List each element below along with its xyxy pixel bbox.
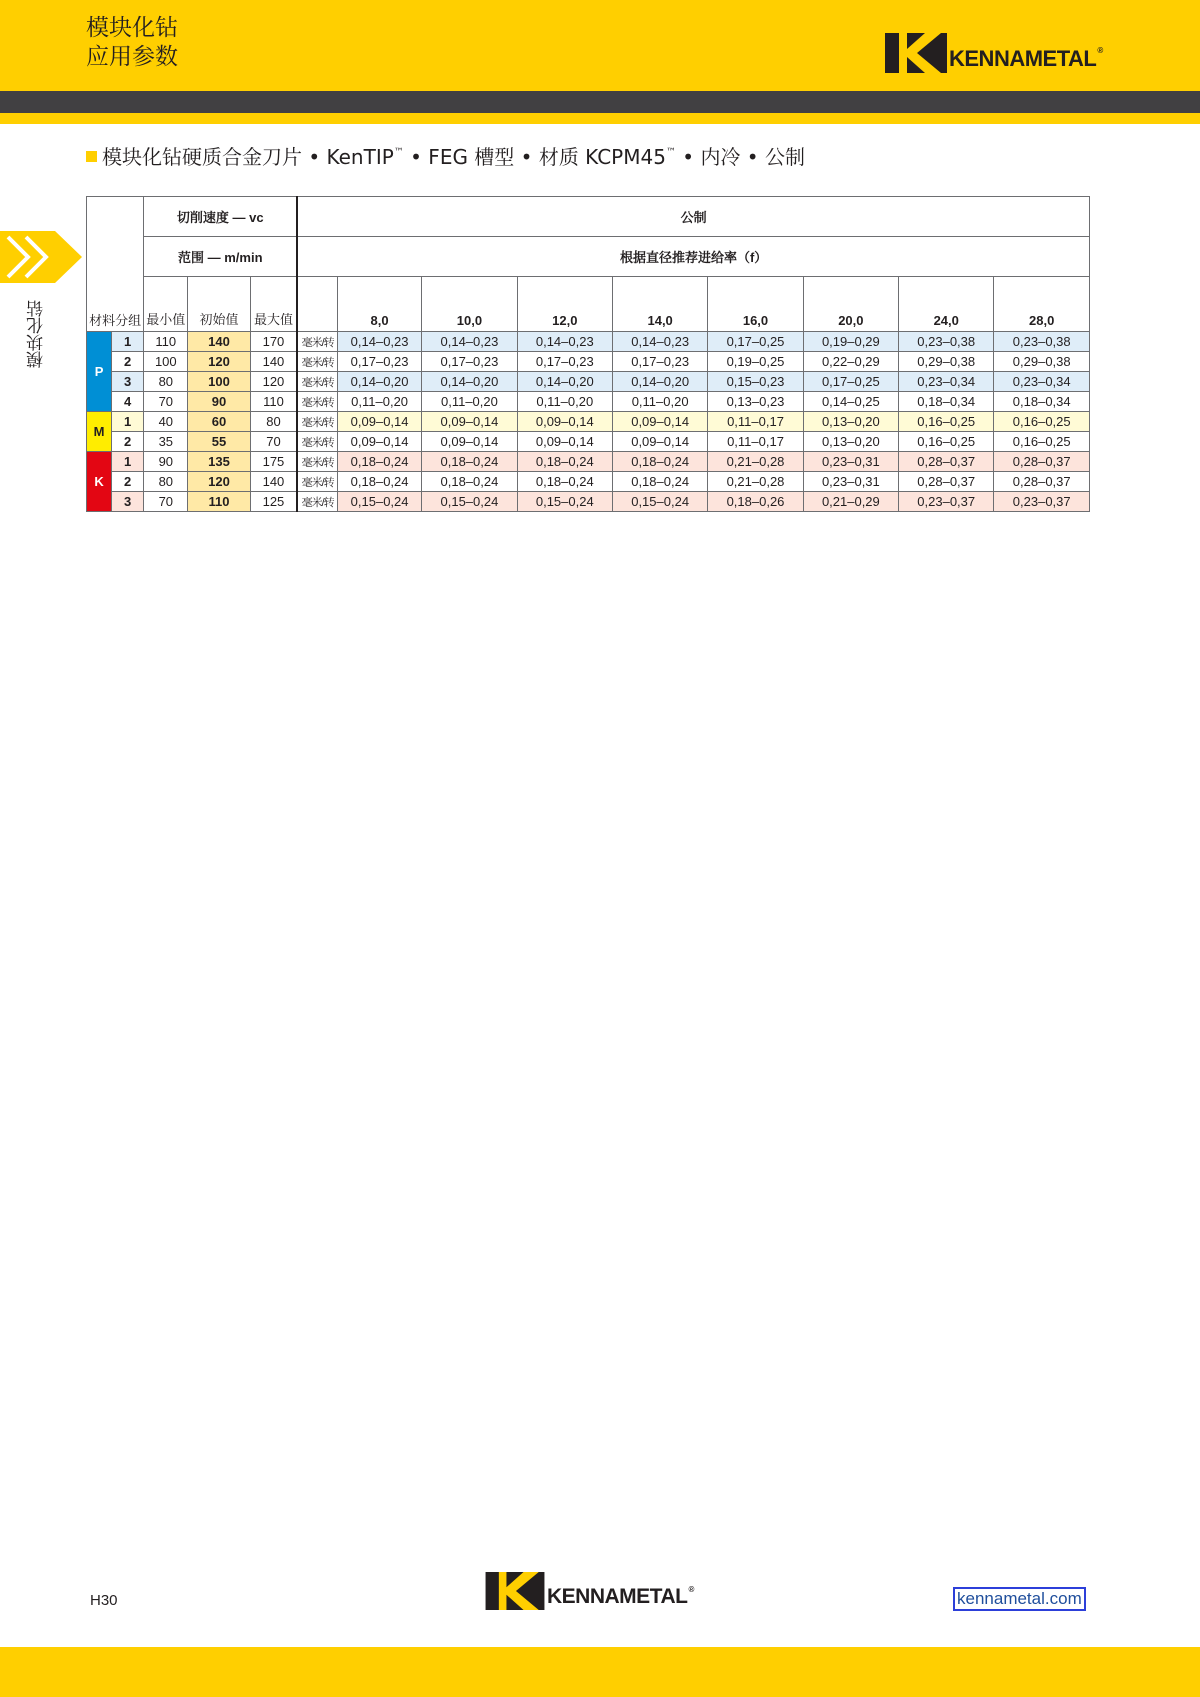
feed-rate-cell: 0,09–0,14 xyxy=(422,412,517,432)
subgroup-number: 2 xyxy=(112,472,144,492)
speed-start-cell: 55 xyxy=(188,432,250,452)
footer-band xyxy=(0,1647,1200,1697)
feed-rate-cell: 0,23–0,34 xyxy=(994,372,1090,392)
unit-header xyxy=(297,277,337,332)
feed-rate-cell: 0,17–0,23 xyxy=(337,352,421,372)
feed-rate-cell: 0,18–0,24 xyxy=(422,452,517,472)
speed-max-cell: 70 xyxy=(250,432,297,452)
feed-rate-cell: 0,13–0,20 xyxy=(803,412,898,432)
footer-page-number: H30 xyxy=(90,1592,118,1609)
speed-min-cell: 70 xyxy=(144,492,188,512)
feed-rate-cell: 0,11–0,20 xyxy=(422,392,517,412)
feed-rate-cell: 0,19–0,29 xyxy=(803,332,898,352)
feed-rate-cell: 0,13–0,23 xyxy=(708,392,803,412)
feed-rate-cell: 0,21–0,29 xyxy=(803,492,898,512)
footer-kennametal-logo xyxy=(485,1572,694,1610)
feed-rate-cell: 0,17–0,23 xyxy=(422,352,517,372)
feed-rate-cell: 0,28–0,37 xyxy=(994,472,1090,492)
feed-rate-cell: 0,23–0,31 xyxy=(803,452,898,472)
feed-rate-cell: 0,16–0,25 xyxy=(994,432,1090,452)
feed-rate-cell: 0,11–0,20 xyxy=(517,392,612,412)
feed-rate-cell: 0,19–0,25 xyxy=(708,352,803,372)
table-row xyxy=(87,372,1090,392)
feed-rate-cell: 0,15–0,24 xyxy=(422,492,517,512)
feed-rate-cell: 0,11–0,17 xyxy=(708,432,803,452)
feed-rate-cell: 0,23–0,37 xyxy=(899,492,994,512)
header-yellow-strip xyxy=(0,113,1200,124)
header-title xyxy=(86,14,178,72)
subgroup-number: 1 xyxy=(112,332,144,352)
feed-rate-cell: 0,16–0,25 xyxy=(994,412,1090,432)
feed-rate-cell: 0,21–0,28 xyxy=(708,452,803,472)
kennametal-k-mark-icon xyxy=(885,33,947,73)
unit-cell: 毫米/转 xyxy=(297,352,337,372)
feed-rate-cell: 0,17–0,25 xyxy=(803,372,898,392)
feed-rate-cell: 0,16–0,25 xyxy=(899,432,994,452)
speed-min-cell: 90 xyxy=(144,452,188,472)
feed-rate-cell: 0,09–0,14 xyxy=(612,432,707,452)
diameter-header: 8,0 xyxy=(337,277,421,332)
footer-brand-wordmark: KENNAMETAL® xyxy=(547,1585,694,1608)
feed-rate-cell: 0,28–0,37 xyxy=(899,452,994,472)
feed-rate-cell: 0,11–0,17 xyxy=(708,412,803,432)
feed-rate-cell: 0,14–0,23 xyxy=(422,332,517,352)
unit-cell: 毫米/转 xyxy=(297,372,337,392)
header-dark-bar xyxy=(0,91,1200,113)
speed-start-cell: 135 xyxy=(188,452,250,472)
unit-cell: 毫米/转 xyxy=(297,492,337,512)
range-header: 范围 — m/min xyxy=(144,237,298,277)
header-title-line1: 模块化钻 xyxy=(86,15,178,41)
header-kennametal-logo xyxy=(885,33,1103,73)
diameter-header: 10,0 xyxy=(422,277,517,332)
max-header: 最大值 xyxy=(250,277,297,332)
speed-max-cell: 110 xyxy=(250,392,297,412)
speed-min-cell: 80 xyxy=(144,372,188,392)
subgroup-number: 4 xyxy=(112,392,144,412)
feed-rate-cell: 0,18–0,34 xyxy=(899,392,994,412)
footer-website-link[interactable]: kennametal.com xyxy=(953,1587,1086,1611)
feed-rate-cell: 0,13–0,20 xyxy=(803,432,898,452)
feed-rate-cell: 0,09–0,14 xyxy=(612,412,707,432)
speed-start-cell: 110 xyxy=(188,492,250,512)
subgroup-number: 1 xyxy=(112,412,144,432)
speed-max-cell: 125 xyxy=(250,492,297,512)
subgroup-number: 3 xyxy=(112,372,144,392)
feed-rate-cell: 0,09–0,14 xyxy=(517,432,612,452)
header-title-line2: 应用参数 xyxy=(86,44,178,70)
table-row xyxy=(87,432,1090,452)
speed-start-cell: 120 xyxy=(188,352,250,372)
speed-start-cell: 100 xyxy=(188,372,250,392)
speed-start-cell: 140 xyxy=(188,332,250,352)
table-row xyxy=(87,472,1090,492)
application-params-table xyxy=(86,196,1090,512)
feed-rate-cell: 0,18–0,24 xyxy=(422,472,517,492)
speed-start-cell: 90 xyxy=(188,392,250,412)
subgroup-number: 2 xyxy=(112,432,144,452)
metric-header: 公制 xyxy=(297,197,1089,237)
start-header: 初始值 xyxy=(188,277,250,332)
feed-rate-cell: 0,23–0,31 xyxy=(803,472,898,492)
speed-max-cell: 175 xyxy=(250,452,297,472)
feed-rate-cell: 0,22–0,29 xyxy=(803,352,898,372)
speed-start-cell: 60 xyxy=(188,412,250,432)
section-bullet-icon xyxy=(86,151,97,162)
table-body xyxy=(87,332,1090,512)
unit-cell: 毫米/转 xyxy=(297,332,337,352)
speed-start-cell: 120 xyxy=(188,472,250,492)
diameter-header: 28,0 xyxy=(994,277,1090,332)
feed-rate-cell: 0,29–0,38 xyxy=(994,352,1090,372)
material-group-badge: M xyxy=(87,412,112,452)
feed-rate-cell: 0,11–0,20 xyxy=(612,392,707,412)
feed-rate-cell: 0,18–0,26 xyxy=(708,492,803,512)
feed-rate-cell: 0,17–0,23 xyxy=(612,352,707,372)
side-tab-text: 模块化钻 xyxy=(26,300,47,368)
material-group-header: 材料分组 xyxy=(87,197,144,332)
speed-min-cell: 80 xyxy=(144,472,188,492)
side-tab-label xyxy=(22,300,52,374)
speed-max-cell: 80 xyxy=(250,412,297,432)
feed-rate-cell: 0,09–0,14 xyxy=(337,412,421,432)
speed-min-cell: 70 xyxy=(144,392,188,412)
subgroup-number: 2 xyxy=(112,352,144,372)
table-row xyxy=(87,352,1090,372)
speed-min-cell: 35 xyxy=(144,432,188,452)
feed-rate-cell: 0,23–0,37 xyxy=(994,492,1090,512)
feed-rate-cell: 0,18–0,24 xyxy=(517,452,612,472)
diameter-header: 24,0 xyxy=(899,277,994,332)
feed-rate-cell: 0,18–0,24 xyxy=(517,472,612,492)
speed-max-cell: 170 xyxy=(250,332,297,352)
feed-rate-cell: 0,09–0,14 xyxy=(337,432,421,452)
material-group-badge: P xyxy=(87,332,112,412)
feed-rate-cell: 0,14–0,25 xyxy=(803,392,898,412)
feed-rate-cell: 0,29–0,38 xyxy=(899,352,994,372)
feed-rate-cell: 0,14–0,23 xyxy=(337,332,421,352)
side-chevron-icon xyxy=(0,231,82,283)
feed-rate-cell: 0,18–0,24 xyxy=(612,452,707,472)
feed-rate-header: 根据直径推荐进给率（f） xyxy=(297,237,1089,277)
material-group-badge: K xyxy=(87,452,112,512)
feed-rate-cell: 0,14–0,23 xyxy=(612,332,707,352)
table-row xyxy=(87,412,1090,432)
speed-min-cell: 100 xyxy=(144,352,188,372)
feed-rate-cell: 0,11–0,20 xyxy=(337,392,421,412)
feed-rate-cell: 0,28–0,37 xyxy=(994,452,1090,472)
diameter-header: 16,0 xyxy=(708,277,803,332)
feed-rate-cell: 0,15–0,24 xyxy=(517,492,612,512)
feed-rate-cell: 0,09–0,14 xyxy=(422,432,517,452)
unit-cell: 毫米/转 xyxy=(297,452,337,472)
min-header: 最小值 xyxy=(144,277,188,332)
feed-rate-cell: 0,16–0,25 xyxy=(899,412,994,432)
feed-rate-cell: 0,18–0,34 xyxy=(994,392,1090,412)
unit-cell: 毫米/转 xyxy=(297,432,337,452)
feed-rate-cell: 0,23–0,38 xyxy=(899,332,994,352)
feed-rate-cell: 0,18–0,24 xyxy=(612,472,707,492)
feed-rate-cell: 0,15–0,24 xyxy=(337,492,421,512)
feed-rate-cell: 0,18–0,24 xyxy=(337,452,421,472)
diameter-header: 14,0 xyxy=(612,277,707,332)
speed-max-cell: 120 xyxy=(250,372,297,392)
feed-rate-cell: 0,14–0,23 xyxy=(517,332,612,352)
diameter-header: 12,0 xyxy=(517,277,612,332)
feed-rate-cell: 0,15–0,23 xyxy=(708,372,803,392)
feed-rate-cell: 0,15–0,24 xyxy=(612,492,707,512)
table-row xyxy=(87,332,1090,352)
feed-rate-cell: 0,14–0,20 xyxy=(337,372,421,392)
feed-rate-cell: 0,17–0,25 xyxy=(708,332,803,352)
table-row xyxy=(87,392,1090,412)
diameter-header: 20,0 xyxy=(803,277,898,332)
unit-cell: 毫米/转 xyxy=(297,412,337,432)
header-brand-wordmark: KENNAMETAL® xyxy=(949,46,1103,71)
speed-min-cell: 40 xyxy=(144,412,188,432)
feed-rate-cell: 0,14–0,20 xyxy=(612,372,707,392)
section-title: 模块化钻硬质合金刀片 • KenTIP™ • FEG 槽型 • 材质 KCPM45™ • 内冷 • 公制 xyxy=(86,139,805,171)
subgroup-number: 3 xyxy=(112,492,144,512)
cutting-speed-header: 切削速度 — vc xyxy=(144,197,298,237)
kennametal-k-mark-icon xyxy=(485,1572,545,1610)
speed-max-cell: 140 xyxy=(250,352,297,372)
feed-rate-cell: 0,23–0,38 xyxy=(994,332,1090,352)
speed-max-cell: 140 xyxy=(250,472,297,492)
feed-rate-cell: 0,23–0,34 xyxy=(899,372,994,392)
subgroup-number: 1 xyxy=(112,452,144,472)
table-row xyxy=(87,492,1090,512)
feed-rate-cell: 0,14–0,20 xyxy=(517,372,612,392)
feed-rate-cell: 0,18–0,24 xyxy=(337,472,421,492)
feed-rate-cell: 0,21–0,28 xyxy=(708,472,803,492)
feed-rate-cell: 0,14–0,20 xyxy=(422,372,517,392)
unit-cell: 毫米/转 xyxy=(297,392,337,412)
table-row xyxy=(87,452,1090,472)
feed-rate-cell: 0,09–0,14 xyxy=(517,412,612,432)
speed-min-cell: 110 xyxy=(144,332,188,352)
feed-rate-cell: 0,28–0,37 xyxy=(899,472,994,492)
unit-cell: 毫米/转 xyxy=(297,472,337,492)
feed-rate-cell: 0,17–0,23 xyxy=(517,352,612,372)
